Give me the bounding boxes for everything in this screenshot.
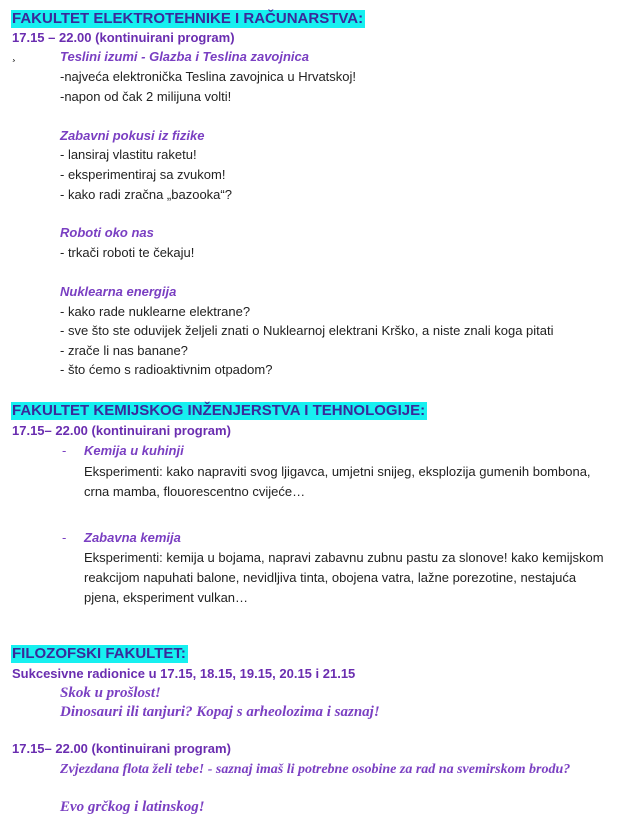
section-title-fkit: FAKULTET KEMIJSKOG INŽENJERSTVA I TEHNOLOGIJE:: [12, 402, 426, 419]
group-title-tesla: Teslini izumi - Glazba i Teslina zavojnica: [60, 49, 309, 64]
list-item: - eksperimentiraj sa zvukom!: [60, 167, 226, 182]
group-title-robots: Roboti oko nas: [60, 225, 154, 240]
group-title-kitchen-chemistry: Kemija u kuhinji: [84, 443, 184, 458]
list-item: - što ćemo s radioaktivnim otpadom?: [60, 362, 273, 377]
workshop-title: Skok u prošlost!: [60, 685, 161, 701]
list-item: - lansiraj vlastitu raketu!: [60, 147, 197, 162]
workshop-title: Evo grčkog i latinskog!: [60, 799, 205, 815]
group-text-kitchen-chemistry: Eksperimenti: kako napraviti svog ljigavca, umjetni snijeg, eksplozija gumenih bombona, crna mamba, flouorescentno cvijeće…: [84, 464, 591, 499]
list-item: - sve što ste oduvijek željeli znati o Nuklearnoj elektrani Krško, a niste znali koga pitati: [60, 323, 554, 338]
section-title-fer: FAKULTET ELEKTROTEHNIKE I RAČUNARSTVA:: [12, 10, 364, 27]
list-item: -napon od čak 2 milijuna volti!: [60, 89, 232, 104]
section-time-workshops: Sukcesivne radionice u 17.15, 18.15, 19.15, 20.15 i 21.15: [12, 666, 356, 681]
list-item: - zrače li nas banane?: [60, 343, 188, 358]
workshop-title: Zvjezdana flota želi tebe! - saznaj imaš li potrebne osobine za rad na svemirskom brodu?: [60, 762, 571, 777]
group-title-nuclear: Nuklearna energija: [60, 284, 177, 299]
group-title-fun-chemistry: Zabavna kemija: [84, 530, 181, 545]
group-title-physics: Zabavni pokusi iz fizike: [60, 128, 205, 143]
section-title-ffzg: FILOZOFSKI FAKULTET:: [12, 645, 186, 662]
stray-mark: ¸: [12, 48, 16, 62]
section-time-continuous: 17.15– 22.00 (kontinuirani program): [12, 741, 231, 756]
section-time-fkit: 17.15– 22.00 (kontinuirani program): [12, 423, 231, 438]
workshop-title: Dinosauri ili tanjuri? Kopaj s arheolozima i saznaj!: [60, 704, 380, 720]
group-text-fun-chemistry: Eksperimenti: kemija u bojama, napravi zabavnu zubnu pastu za slonove! kako kemijskom reakcijom napuhati balone, nevidljiva tinta, obojena vatra, lažne porezotine, nestajuća pjena, eksperiment vulkan…: [84, 550, 604, 605]
list-item: - trkači roboti te čekaju!: [60, 245, 195, 260]
bullet-dash: -: [62, 443, 67, 458]
list-item: -najveća elektronička Teslina zavojnica u Hrvatskoj!: [60, 69, 357, 84]
list-item: - kako rade nuklearne elektrane?: [60, 304, 251, 319]
list-item: - kako radi zračna „bazooka“?: [60, 187, 232, 202]
bullet-dash: -: [62, 530, 67, 545]
section-time-fer: 17.15 – 22.00 (kontinuirani program): [12, 30, 235, 45]
